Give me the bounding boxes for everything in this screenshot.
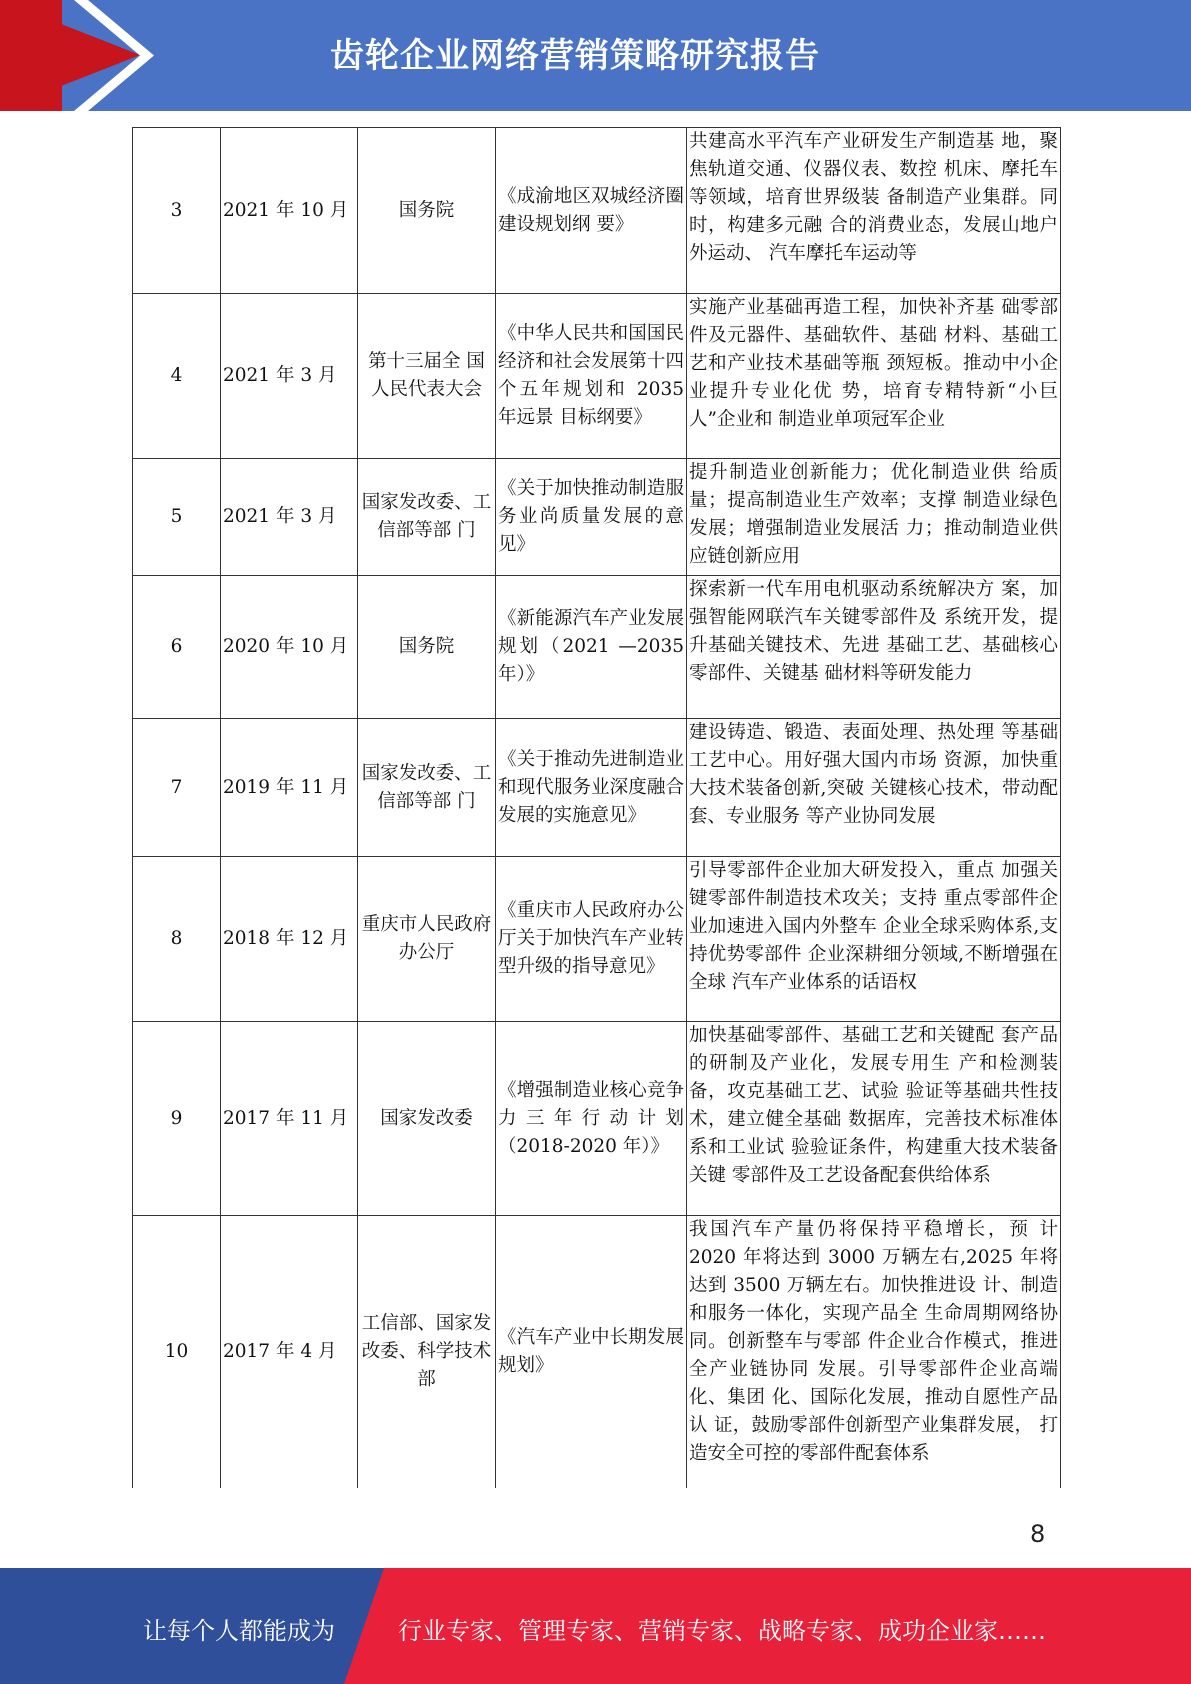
row-number: 5 — [133, 459, 221, 576]
table-row — [133, 576, 1061, 719]
row-policy-content: 建设铸造、锻造、表面处理、热处理 等基础工艺中心。用好强大国内市场 资源，加快重大技术装备创新,突破 关键核心技术，带动配套、专业服务 等产业协同发展 — [687, 719, 1061, 857]
row-policy-content: 我国汽车产量仍将保持平稳增长，预 计 2020 年将达到 3000 万辆左右,2025 年将达到 3500 万辆左右。加快推进设 计、制造和服务一体化，实现产品全 生命周期网络协同。创新整车与零部 件企业合作模式，推进全产业链协同 发展。引导零部件企业高端化、集团 化、国际化发展，推动自愿性产品认 证，鼓励零部件创新型产业集群发展， 打造安全可控的零部件配套体系 — [687, 1216, 1061, 1488]
row-number: 6 — [133, 576, 221, 719]
page-footer — [0, 1568, 1191, 1684]
row-number: 7 — [133, 719, 221, 857]
row-issuer: 工信部、国家发改委、科学技术部 — [358, 1216, 496, 1488]
row-number: 4 — [133, 294, 221, 459]
row-date: 2020 年 10 月 — [221, 576, 358, 719]
table-row — [133, 294, 1061, 459]
row-date: 2021 年 3 月 — [221, 459, 358, 576]
table-row — [133, 719, 1061, 857]
row-policy-title: 《关于加快推动制造服务业尚质量发展的意见》 — [496, 459, 687, 576]
row-date: 2017 年 11 月 — [221, 1022, 358, 1216]
row-number: 10 — [133, 1216, 221, 1488]
header-chevron-icon — [74, 0, 154, 111]
page-number: 8 — [1030, 1520, 1046, 1548]
row-policy-content: 提升制造业创新能力；优化制造业供 给质量；提高制造业生产效率；支撑 制造业绿色发展；增强制造业发展活 力；推动制造业供应链创新应用 — [687, 459, 1061, 576]
footer-slogan-right: 行业专家、管理专家、营销专家、战略专家、成功企业家…… — [398, 1617, 1046, 1645]
row-date: 2019 年 11 月 — [221, 719, 358, 857]
row-date: 2021 年 10 月 — [221, 128, 358, 294]
row-issuer: 国家发改委 — [358, 1022, 496, 1216]
row-policy-title: 《增强制造业核心竞争力三年行动计划（2018-2020 年）》 — [496, 1022, 687, 1216]
row-policy-title: 《重庆市人民政府办公厅关于加快汽车产业转型升级的指导意见》 — [496, 857, 687, 1022]
row-issuer: 重庆市人民政府办公厅 — [358, 857, 496, 1022]
row-policy-title: 《中华人民共和国国民经济和社会发展第十四个五年规划和 2035 年远景 目标纲要》 — [496, 294, 687, 459]
row-policy-content: 加快基础零部件、基础工艺和关键配 套产品的研制及产业化，发展专用生 产和检测装备，攻克基础工艺、试验 验证等基础共性技术，建立健全基础 数据库，完善技术标准体系和工业试 验验证条件，构建重大技术装备关键 零部件及工艺设备配套供给体系 — [687, 1022, 1061, 1216]
row-date: 2021 年 3 月 — [221, 294, 358, 459]
row-number: 9 — [133, 1022, 221, 1216]
footer-slogan-left: 让每个人都能成为 — [143, 1617, 335, 1645]
row-policy-title: 《成渝地区双城经济圈建设规划纲 要》 — [496, 128, 687, 294]
row-policy-content: 实施产业基础再造工程，加快补齐基 础零部件及元器件、基础软件、基础 材料、基础工艺和产业技术基础等瓶 颈短板。推动中小企业提升专业化优 势，培育专精特新“小巨人”企业和 制造业单项冠军企业 — [687, 294, 1061, 459]
row-number: 8 — [133, 857, 221, 1022]
row-issuer: 第十三届全 国人民代表大会 — [358, 294, 496, 459]
policy-table — [132, 127, 1061, 1488]
page-header — [0, 0, 1191, 111]
row-issuer: 国务院 — [358, 128, 496, 294]
row-issuer: 国务院 — [358, 576, 496, 719]
table-row — [133, 459, 1061, 576]
row-policy-content: 探索新一代车用电机驱动系统解决方 案，加强智能网联汽车关键零部件及 系统开发，提升基础关键技术、先进 基础工艺、基础核心零部件、关键基 础材料等研发能力 — [687, 576, 1061, 719]
row-policy-content: 引导零部件企业加大研发投入，重点 加强关键零部件制造技术攻关；支持 重点零部件企业加速进入国内外整车 企业全球采购体系,支持优势零部件 企业深耕细分领域,不断增强在全球 汽车产业体系的话语权 — [687, 857, 1061, 1022]
table-row — [133, 857, 1061, 1022]
row-issuer: 国家发改委、工信部等部 门 — [358, 719, 496, 857]
row-date: 2018 年 12 月 — [221, 857, 358, 1022]
row-policy-title: 《汽车产业中长期发展规划》 — [496, 1216, 687, 1488]
row-policy-title: 《新能源汽车产业发展规划（2021 —2035 年）》 — [496, 576, 687, 719]
row-issuer: 国家发改委、工信部等部 门 — [358, 459, 496, 576]
row-policy-title: 《关于推动先进制造业和现代服务业深度融合发展的实施意见》 — [496, 719, 687, 857]
table-row — [133, 1216, 1061, 1488]
report-title: 齿轮企业网络营销策略研究报告 — [330, 36, 820, 76]
row-date: 2017 年 4 月 — [221, 1216, 358, 1488]
row-policy-content: 共建高水平汽车产业研发生产制造基 地，聚焦轨道交通、仪器仪表、数控 机床、摩托车等领域，培育世界级装 备制造产业集群。同时，构建多元融 合的消费业态，发展山地户外运动、 汽车摩托车运动等 — [687, 128, 1061, 294]
table-row — [133, 128, 1061, 294]
table-row — [133, 1022, 1061, 1216]
row-number: 3 — [133, 128, 221, 294]
